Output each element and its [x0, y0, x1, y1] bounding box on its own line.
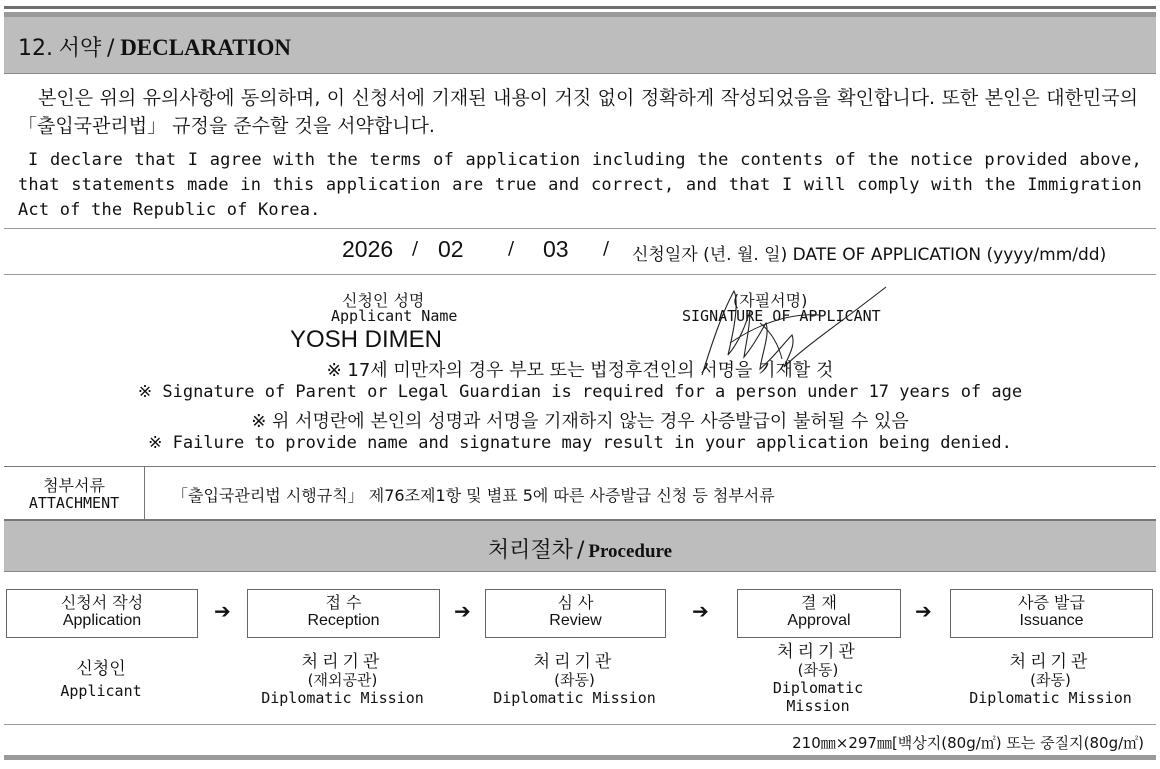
- step-label-en: Review: [549, 612, 602, 629]
- actor-label-ko: 신청인: [76, 659, 126, 679]
- procedure-title-en: Procedure: [588, 541, 673, 562]
- divider: [4, 228, 1156, 229]
- declaration-text-korean: 본인은 위의 유의사항에 동의하며, 이 신청서에 기재된 내용이 거짓 없이 정확하게 작성되었음을 확인합니다. 또한 본인은 대한민국의 「출입국관리법」 규정을 준수할 것을 서약합니다.: [18, 87, 1138, 137]
- date-month[interactable]: 02: [438, 236, 464, 262]
- actor-label-en: Diplomatic Mission: [261, 689, 424, 707]
- paper-specification: 210㎜×297㎜[백상지(80g/㎡) 또는 중질지(80g/㎡): [792, 734, 1144, 752]
- procedure-actor-reception: [247, 653, 438, 707]
- procedure-actor-issuance: [950, 653, 1151, 707]
- procedure-section-header: [4, 521, 1156, 572]
- attachment-label-ko: 첨부서류: [43, 476, 105, 495]
- declaration-section-header: [4, 17, 1156, 74]
- attachment-text: 「출입국관리법 시행규칙」 제76조제1항 및 별표 5에 따른 사증발급 신청 등 첨부서류: [172, 486, 775, 505]
- date-of-application-row: [0, 234, 1160, 266]
- step-label-en: Reception: [307, 612, 380, 629]
- top-rule: [4, 6, 1156, 9]
- date-year[interactable]: 2026: [342, 236, 394, 262]
- actor-sublabel: (좌동): [1030, 671, 1071, 689]
- step-label-ko: 심 사: [557, 593, 594, 612]
- procedure-actor-review: [485, 653, 664, 707]
- signature-label-en: SIGNATURE OF APPLICANT: [682, 307, 881, 325]
- actor-label-ko: 처리기관: [301, 652, 384, 672]
- actor-label-ko: 처리기관: [1009, 652, 1092, 672]
- note-denial-en: ※ Failure to provide name and signature may result in your application being denied.: [148, 433, 1012, 453]
- procedure-title-separator: /: [576, 538, 585, 563]
- arrow-right-icon: ➔: [214, 599, 231, 623]
- applicant-name-value[interactable]: YOSH DIMEN: [290, 326, 443, 353]
- note-guardian-en: ※ Signature of Parent or Legal Guardian is required for a person under 17 years of age: [137, 382, 1023, 402]
- procedure-title: [4, 533, 1156, 564]
- section-title-ko: 서약: [58, 36, 102, 61]
- arrow-right-icon: ➔: [692, 599, 709, 623]
- section-title: [18, 31, 291, 62]
- step-label-en: Application: [62, 612, 142, 629]
- step-label-en: Approval: [787, 612, 851, 629]
- applicant-name-label-ko: 신청인 성명: [342, 291, 425, 310]
- divider: [4, 724, 1156, 725]
- declaration-text-english: I declare that I agree with the terms of application including the contents of the notice provided above, that statements made in this application are true and correct, and that I will comply with the Immigration Act of the Republic of Korea.: [18, 150, 1142, 220]
- attachment-label-en: ATTACHMENT: [28, 494, 120, 512]
- procedure-step-issuance: [950, 589, 1153, 638]
- actor-label-ko: 처리기관: [777, 642, 859, 662]
- attachment-row: [4, 466, 1156, 522]
- step-label-ko: 신청서 작성: [60, 593, 144, 612]
- procedure-step-review: [485, 589, 666, 638]
- note-denial-ko: ※ 위 서명란에 본인의 성명과 서명을 기재하지 않는 경우 사증발급이 불허될 수 있음: [251, 411, 909, 432]
- date-separator: /: [412, 238, 419, 259]
- actor-label-ko: 처리기관: [533, 652, 616, 672]
- actor-label-en: Diplomatic Mission: [493, 689, 656, 707]
- procedure-actor-approval: [752, 643, 884, 715]
- date-separator: /: [603, 238, 610, 259]
- divider: [4, 274, 1156, 275]
- arrow-right-icon: ➔: [915, 599, 932, 623]
- procedure-step-application: [6, 589, 198, 638]
- procedure-step-approval: [737, 589, 901, 638]
- procedure-step-reception: [247, 589, 440, 638]
- actor-sublabel: (재외공관): [307, 671, 378, 689]
- step-label-en: Issuance: [1019, 612, 1084, 629]
- step-label-ko: 결 재: [801, 593, 837, 612]
- applicant-name-label-en: Applicant Name: [331, 307, 458, 325]
- actor-label-en: Applicant: [60, 682, 142, 700]
- step-label-ko: 사증 발급: [1018, 593, 1085, 612]
- section-title-separator: /: [107, 36, 115, 61]
- section-title-en: DECLARATION: [120, 35, 292, 60]
- date-day[interactable]: 03: [543, 236, 569, 262]
- actor-label-en: Diplomatic Mission: [969, 689, 1132, 707]
- signature-label-ko: (자필서명): [733, 291, 808, 310]
- procedure-title-ko: 처리절차: [487, 538, 573, 563]
- procedure-actor-application: [6, 660, 196, 700]
- actor-sublabel: (좌동): [797, 661, 839, 679]
- note-guardian-ko: ※ 17세 미만자의 경우 부모 또는 법정후견인의 서명을 기재할 것: [326, 360, 834, 381]
- actor-sublabel: (좌동): [554, 671, 595, 689]
- date-label: 신청일자 (년. 월. 일) DATE OF APPLICATION (yyyy/mm/dd): [632, 245, 1107, 265]
- step-label-ko: 접 수: [325, 593, 362, 612]
- attachment-label-cell: [4, 467, 145, 519]
- bottom-rule: [4, 755, 1156, 760]
- date-separator: /: [508, 238, 515, 259]
- actor-label-en: Diplomatic Mission: [772, 679, 864, 715]
- section-number: 12.: [18, 36, 53, 61]
- arrow-right-icon: ➔: [454, 599, 471, 623]
